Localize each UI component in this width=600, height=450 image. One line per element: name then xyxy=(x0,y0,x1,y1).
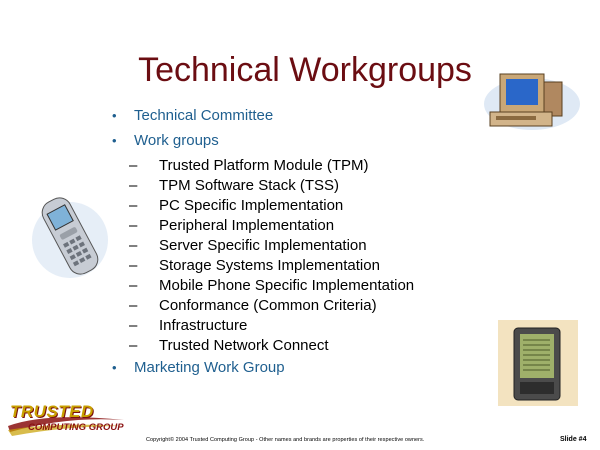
workgroup-item xyxy=(129,236,492,256)
workgroup-text: Trusted Platform Module (TPM) xyxy=(159,157,369,174)
workgroup-text: Peripheral Implementation xyxy=(159,217,335,234)
dash-glyph: – xyxy=(129,297,138,314)
dash-glyph: – xyxy=(129,237,138,254)
bullet-dot: • xyxy=(112,360,117,375)
dash-glyph: – xyxy=(129,257,138,274)
bullet-work-groups xyxy=(112,131,492,151)
workgroup-text: Storage Systems Implementation xyxy=(159,257,380,274)
workgroup-item xyxy=(129,296,492,316)
bullet-dot: • xyxy=(112,108,117,123)
workgroup-item xyxy=(129,336,492,356)
dash-glyph: – xyxy=(129,197,138,214)
workgroup-text: PC Specific Implementation xyxy=(159,197,344,214)
workgroup-item xyxy=(129,216,492,236)
workgroup-text: Conformance (Common Criteria) xyxy=(159,297,377,314)
footer-copyright: Copyright© 2004 Trusted Computing Group - Other names and brands are properties of their respective owners. xyxy=(146,437,425,443)
bullet-text: Technical Committee xyxy=(134,107,274,124)
slide-title: Technical Workgroups xyxy=(138,51,472,89)
trusted-computing-group-logo xyxy=(6,400,126,440)
workgroup-item xyxy=(129,156,492,176)
workgroup-item xyxy=(129,176,492,196)
workgroup-item xyxy=(129,316,492,336)
pda-icon xyxy=(498,320,578,406)
slide-number: Slide #4 xyxy=(560,436,587,443)
bullet-text: Work groups xyxy=(134,132,219,149)
dash-glyph: – xyxy=(129,177,138,194)
bullet-technical-committee xyxy=(112,106,492,126)
dash-glyph: – xyxy=(129,217,138,234)
bullet-dot: • xyxy=(112,133,117,148)
bullet-text: Marketing Work Group xyxy=(134,359,285,376)
dash-glyph: – xyxy=(129,157,138,174)
bullet-list xyxy=(112,106,492,360)
workgroup-item xyxy=(129,256,492,276)
workgroup-text: TPM Software Stack (TSS) xyxy=(159,177,340,194)
workgroup-item xyxy=(129,196,492,216)
mobile-phone-icon xyxy=(30,192,110,280)
dash-glyph: – xyxy=(129,317,138,334)
workgroup-item xyxy=(129,276,492,296)
dash-glyph: – xyxy=(129,337,138,354)
desktop-computer-icon xyxy=(482,70,582,132)
dash-glyph: – xyxy=(129,277,138,294)
logo-line2: COMPUTING GROUP xyxy=(28,422,124,433)
bullet-marketing xyxy=(112,358,285,378)
workgroup-text: Mobile Phone Specific Implementation xyxy=(159,277,415,294)
workgroup-text: Trusted Network Connect xyxy=(159,337,329,354)
workgroup-text: Infrastructure xyxy=(159,317,248,334)
logo-line1: TRUSTED xyxy=(10,402,94,421)
workgroup-list xyxy=(112,156,492,356)
workgroup-text: Server Specific Implementation xyxy=(159,237,367,254)
